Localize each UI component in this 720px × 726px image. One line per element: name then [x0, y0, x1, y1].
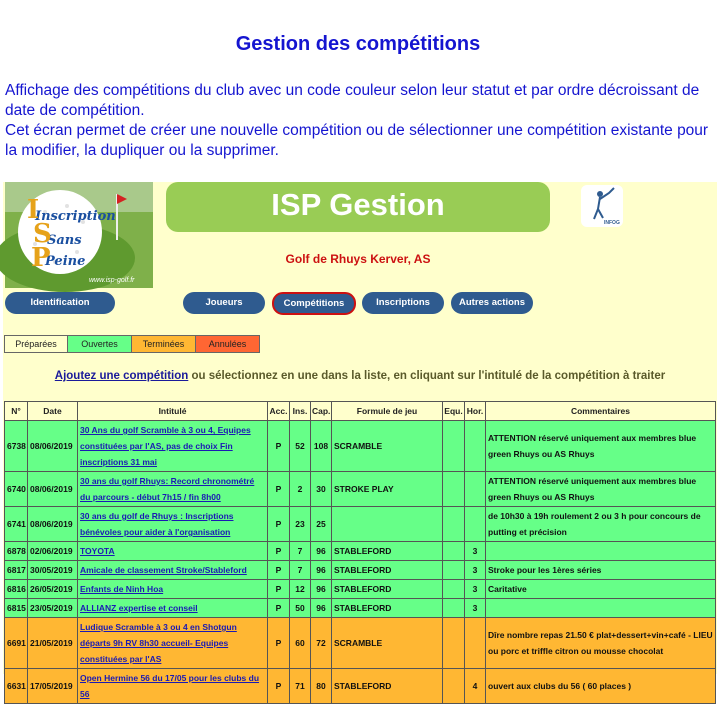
cell-acc: P — [268, 599, 290, 618]
legend-ouvertes: Ouvertes — [68, 336, 132, 352]
cell-date: 08/06/2019 — [28, 507, 78, 542]
col-num: N° — [5, 402, 28, 421]
golfer-logo — [581, 185, 623, 227]
logo-url: www.isp-golf.fr — [89, 277, 135, 284]
cell-hor: 3 — [465, 542, 486, 561]
col-equ: Equ. — [443, 402, 465, 421]
cell-num: 6631 — [5, 669, 28, 704]
cell-acc: P — [268, 669, 290, 704]
golf-ball-logo-icon — [5, 182, 153, 288]
cell-hor — [465, 507, 486, 542]
col-ins: Ins. — [290, 402, 311, 421]
cell-formule: SCRAMBLE — [332, 618, 443, 669]
cell-intitule — [78, 618, 268, 669]
nav-identification-button[interactable]: Identification — [5, 292, 115, 314]
cell-ins: 23 — [290, 507, 311, 542]
cell-intitule — [78, 507, 268, 542]
table-row — [5, 580, 716, 599]
cell-ins: 7 — [290, 542, 311, 561]
competition-link[interactable]: Amicale de classement Stroke/Stableford — [80, 565, 247, 575]
cell-num: 6816 — [5, 580, 28, 599]
svg-text:S: S — [33, 219, 52, 249]
cell-cap: 96 — [311, 542, 332, 561]
cell-formule — [332, 507, 443, 542]
competition-link[interactable]: Open Hermine 56 du 17/05 pour les clubs du 56 — [80, 673, 260, 699]
cell-formule: STABLEFORD — [332, 599, 443, 618]
cell-equ — [443, 599, 465, 618]
cell-ins: 71 — [290, 669, 311, 704]
status-legend — [4, 335, 260, 353]
cell-formule: STABLEFORD — [332, 669, 443, 704]
nav-inscriptions-button[interactable]: Inscriptions — [362, 292, 444, 314]
cell-cap: 72 — [311, 618, 332, 669]
cell-commentaires: Stroke pour les 1ères séries — [486, 561, 716, 580]
cell-hor — [465, 421, 486, 472]
page-title: Gestion des compétitions — [235, 33, 481, 55]
nav-competitions-button[interactable]: Compétitions — [272, 292, 356, 315]
cell-date: 08/06/2019 — [28, 472, 78, 507]
club-name: Golf de Rhuys Kerver, AS — [285, 252, 431, 266]
cell-commentaires — [486, 599, 716, 618]
cell-num: 6740 — [5, 472, 28, 507]
logo-text-peine: Peine — [45, 254, 86, 269]
cell-formule: SCRAMBLE — [332, 421, 443, 472]
cell-cap: 96 — [311, 599, 332, 618]
cell-ins: 2 — [290, 472, 311, 507]
cell-equ — [443, 472, 465, 507]
competition-link[interactable]: 30 ans du golf Rhuys: Record chronométré du parcours - début 7h15 / fin 8h00 — [80, 476, 255, 502]
instruction-text — [3, 370, 717, 382]
table-header-row — [5, 402, 716, 421]
table-row — [5, 669, 716, 704]
golfer-icon — [581, 185, 623, 227]
legend-annulees: Annulées — [196, 336, 259, 352]
intro-paragraph-2: Cet écran permet de créer une nouvelle compétition ou de sélectionner une compétition existante pour la modifier, la dupliquer ou la supprimer. — [5, 122, 709, 159]
cell-date: 30/05/2019 — [28, 561, 78, 580]
col-hor: Hor. — [465, 402, 486, 421]
cell-equ — [443, 618, 465, 669]
isp-logo[interactable] — [5, 182, 153, 288]
competition-link[interactable]: ALLIANZ expertise et conseil — [80, 603, 198, 613]
cell-acc: P — [268, 507, 290, 542]
table-row — [5, 561, 716, 580]
cell-commentaires: ATTENTION réservé uniquement aux membres blue green Rhuys ou AS Rhuys — [486, 472, 716, 507]
cell-ins: 12 — [290, 580, 311, 599]
cell-acc: P — [268, 542, 290, 561]
cell-date: 02/06/2019 — [28, 542, 78, 561]
cell-hor: 3 — [465, 561, 486, 580]
cell-cap: 25 — [311, 507, 332, 542]
cell-intitule — [78, 669, 268, 704]
nav-autres-actions-button[interactable]: Autres actions — [451, 292, 533, 314]
cell-equ — [443, 580, 465, 599]
cell-num: 6738 — [5, 421, 28, 472]
cell-formule: STROKE PLAY — [332, 472, 443, 507]
cell-equ — [443, 561, 465, 580]
col-cap: Cap. — [311, 402, 332, 421]
col-date: Date — [28, 402, 78, 421]
col-commentaires: Commentaires — [486, 402, 716, 421]
page-intro — [5, 81, 711, 161]
cell-equ — [443, 507, 465, 542]
cell-intitule — [78, 542, 268, 561]
cell-num: 6817 — [5, 561, 28, 580]
cell-commentaires: de 10h30 à 19h roulement 2 ou 3 h pour concours de putting et précision — [486, 507, 716, 542]
cell-cap: 96 — [311, 561, 332, 580]
table-row — [5, 507, 716, 542]
cell-num: 6691 — [5, 618, 28, 669]
cell-intitule — [78, 561, 268, 580]
cell-intitule — [78, 580, 268, 599]
cell-formule: STABLEFORD — [332, 561, 443, 580]
cell-intitule — [78, 421, 268, 472]
cell-cap: 80 — [311, 669, 332, 704]
cell-date: 17/05/2019 — [28, 669, 78, 704]
competition-link[interactable]: 30 ans du golf de Rhuys : Inscriptions bénévoles pour aider à l'organisation — [80, 511, 234, 537]
cell-date: 23/05/2019 — [28, 599, 78, 618]
competition-link[interactable]: 30 Ans du golf Scramble à 3 ou 4, Equipes constituées par l'AS, pas de choix Fin inscriptions 31 mai — [80, 425, 251, 467]
cell-equ — [443, 421, 465, 472]
col-formule: Formule de jeu — [332, 402, 443, 421]
col-acc: Acc. — [268, 402, 290, 421]
table-row — [5, 421, 716, 472]
cell-hor: 4 — [465, 669, 486, 704]
cell-acc: P — [268, 561, 290, 580]
app-screenshot — [3, 182, 717, 699]
cell-equ — [443, 542, 465, 561]
table-row — [5, 472, 716, 507]
app-banner: ISP Gestion — [166, 182, 550, 232]
cell-hor — [465, 618, 486, 669]
golfer-logo-text: INFOG — [604, 220, 620, 226]
table-row — [5, 542, 716, 561]
cell-cap: 108 — [311, 421, 332, 472]
cell-commentaires: Caritative — [486, 580, 716, 599]
cell-hor — [465, 472, 486, 507]
cell-date: 26/05/2019 — [28, 580, 78, 599]
cell-num: 6878 — [5, 542, 28, 561]
instruction-rest: ou sélectionnez en une dans la liste, en cliquant sur l'intitulé de la compétition à traiter — [188, 370, 666, 382]
cell-cap: 30 — [311, 472, 332, 507]
cell-commentaires: Dîre nombre repas 21.50 € plat+dessert+vin+café - LIEU ou porc et triffle citron ou mousse chocolat — [486, 618, 716, 669]
cell-ins: 50 — [290, 599, 311, 618]
legend-preparees: Préparées — [5, 336, 68, 352]
add-competition-link[interactable]: Ajoutez une compétition — [54, 370, 189, 382]
cell-num: 6815 — [5, 599, 28, 618]
cell-hor: 3 — [465, 599, 486, 618]
intro-paragraph-1: Affichage des compétitions du club avec un code couleur selon leur statut et par ordre décroissant de date de compétition. — [5, 82, 700, 119]
legend-terminees: Terminées — [132, 336, 196, 352]
table-row — [5, 599, 716, 618]
competition-link[interactable]: Enfants de Ninh Hoa — [80, 584, 164, 594]
cell-hor: 3 — [465, 580, 486, 599]
col-intitule: Intitulé — [78, 402, 268, 421]
logo-text-inscription: Inscription — [35, 209, 116, 224]
cell-acc: P — [268, 421, 290, 472]
cell-ins: 7 — [290, 561, 311, 580]
cell-num: 6741 — [5, 507, 28, 542]
cell-ins: 52 — [290, 421, 311, 472]
table-row — [5, 618, 716, 669]
competition-link[interactable]: Ludique Scramble à 3 ou 4 en Shotgun départs 9h RV 8h30 accueil- Equipes constituées par l'AS — [80, 622, 237, 664]
cell-formule: STABLEFORD — [332, 580, 443, 599]
cell-ins: 60 — [290, 618, 311, 669]
cell-acc: P — [268, 618, 290, 669]
cell-intitule — [78, 599, 268, 618]
cell-date: 08/06/2019 — [28, 421, 78, 472]
cell-acc: P — [268, 580, 290, 599]
nav-joueurs-button[interactable]: Joueurs — [183, 292, 265, 314]
cell-commentaires: ouvert aux clubs du 56 ( 60 places ) — [486, 669, 716, 704]
competitions-table — [4, 401, 716, 704]
cell-cap: 96 — [311, 580, 332, 599]
cell-equ — [443, 669, 465, 704]
cell-intitule — [78, 472, 268, 507]
cell-formule: STABLEFORD — [332, 542, 443, 561]
cell-date: 21/05/2019 — [28, 618, 78, 669]
svg-text:I: I — [27, 195, 40, 225]
competition-link[interactable]: TOYOTA — [80, 546, 115, 556]
cell-acc: P — [268, 472, 290, 507]
cell-commentaires: ATTENTION réservé uniquement aux membres blue green Rhuys ou AS Rhuys — [486, 421, 716, 472]
logo-text-sans: Sans — [47, 233, 82, 248]
cell-commentaires — [486, 542, 716, 561]
svg-text:P: P — [31, 243, 51, 273]
